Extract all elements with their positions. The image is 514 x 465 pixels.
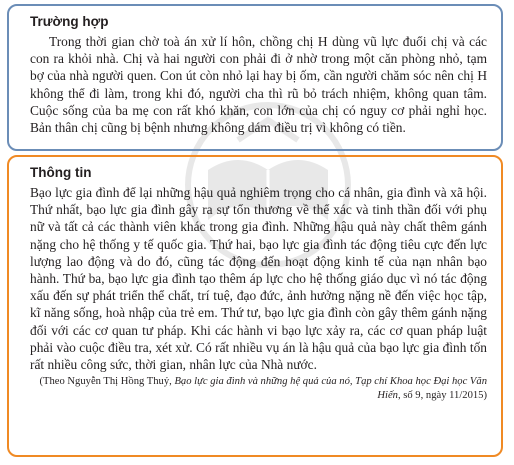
case-text: Trong thời gian chờ toà án xử lí hôn, chồng chị H dùng vũ lực đuổi chị và các con ra khỏi nhà. Chị và hai người con phải đi ở nhờ trong một căn phòng nhỏ, tạm bợ của nhà người quen. Con út còn nhỏ lại hay bị ốm, cần người chăm sóc nên chị H không thể đi làm, trong khi đó, người cha thì rũ bỏ trách nhiệm, không quan tâm. Cuộc sống của ba mẹ con rất khó khăn, con lớn của chị có nguy cơ phải nghỉ học. Bản thân chị cũng bị bệnh nhưng không dám điều trị vì không có tiền.	[30, 34, 487, 136]
info-heading: Thông tin	[30, 165, 92, 180]
info-text: Bạo lực gia đình để lại những hậu quả nghiêm trọng cho cá nhân, gia đình và xã hội. Thứ nhất, bạo lực gia đình gây ra sự tổn thương về thể xác và tinh thần đối với phụ nữ và tất cả các thành viên khác trong gia đình. Những hậu quả này chất thêm gánh nặng cho hệ thống y tế quốc gia. Thứ hai, bạo lực gia đình tác động tiêu cực đến lực lượng lao động và do đó, cũng tác động đến hoạt động kinh tế của nạn nhân bạo hành. Thứ ba, bạo lực gia đình tạo thêm áp lực cho hệ thống giáo dục vì nó tác động xấu đến sự phát triển thể chất, trí tuệ, đạo đức, ảnh hưởng nặng nề đến việc học tập, kĩ năng sống, hoà nhập của trẻ em. Thứ tư, bạo lực gia đình còn gây thêm gánh nặng đối với các cơ quan tư pháp. Khi các hành vi bạo lực xảy ra, các cơ quan pháp luật phải vào cuộc điều tra, xét xử. Có rất nhiều vụ án là hậu quả của bạo lực gia đình tốn rất nhiều công sức, thời gian, nhân lực của Nhà nước.	[30, 185, 487, 373]
source-suffix: , số 9, ngày 11/2015)	[397, 390, 487, 402]
source-title: Bạo lực gia đình và những hệ quả của nó, Tạp chí Khoa học Đại học Văn Hiến	[174, 376, 487, 402]
info-box	[7, 155, 503, 457]
source-prefix: (Theo Nguyễn Thị Hồng Thuỷ,	[39, 376, 175, 388]
source-citation	[30, 375, 487, 403]
case-heading: Trường hợp	[30, 14, 109, 29]
case-box	[7, 4, 503, 151]
